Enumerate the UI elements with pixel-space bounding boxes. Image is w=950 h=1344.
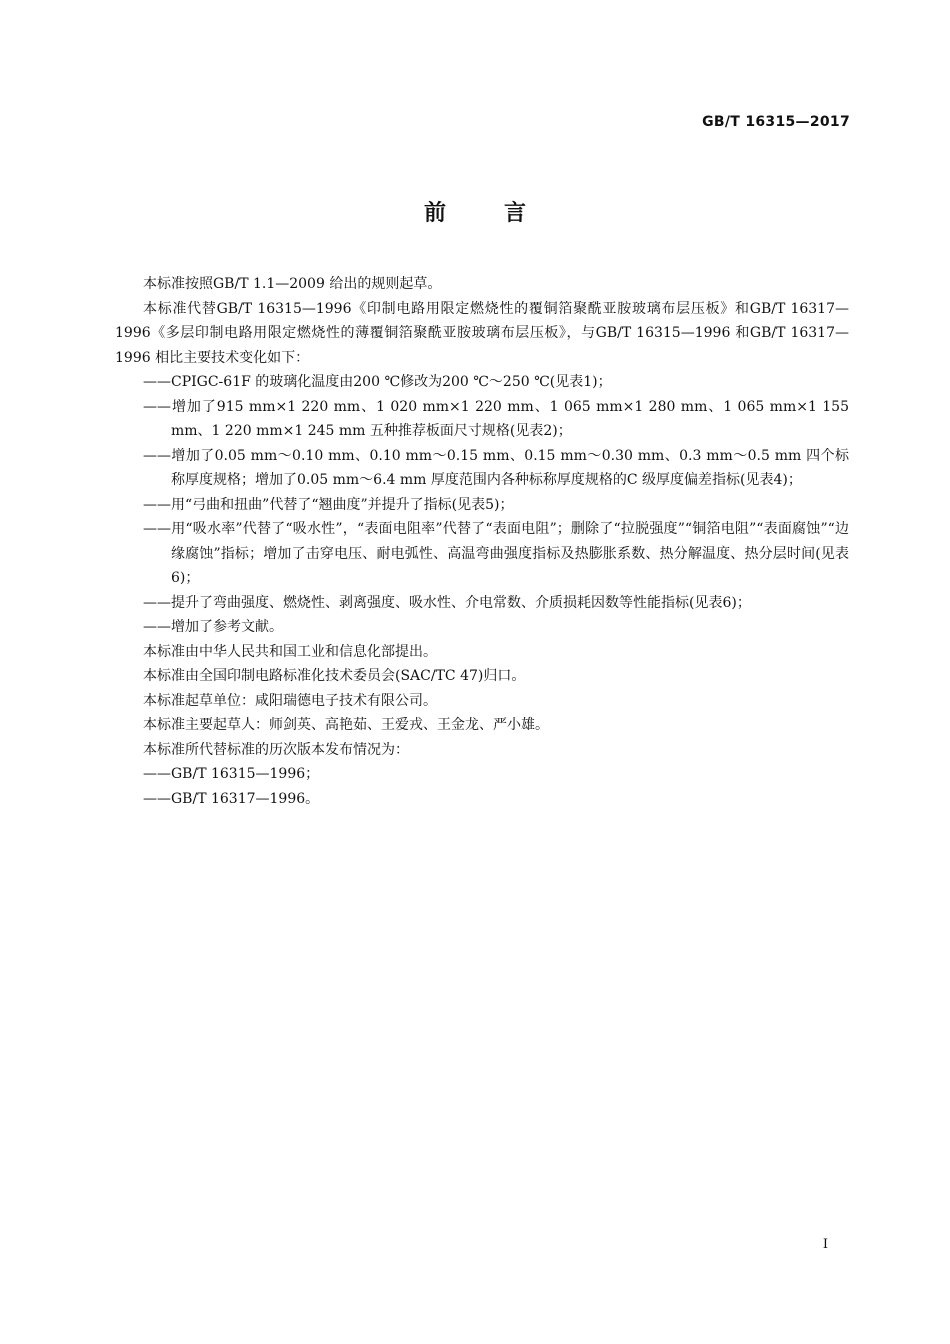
paragraph-replacement: 本标准代替GB/T 16315—1996《印制电路用限定燃烧性的覆铜箔聚酰亚胺玻璃布层压板》和GB/T 16317—1996《多层印制电路用限定燃烧性的薄覆铜箔聚酰亚胺玻璃布层压板》，与GB/T 16315—1996 和GB/T 16317—1996 相比主要技术变化如下：	[115, 300, 849, 366]
paragraph-drafting-rules: 本标准按照GB/T 1.1—2009 给出的规则起草。	[143, 276, 442, 292]
paragraph-committee: 本标准由全国印制电路标准化技术委员会(SAC/TC 47)归口。	[143, 668, 526, 684]
change-item: ——增加了0.05 mm～0.10 mm、0.10 mm～0.15 mm、0.15 mm～0.30 mm、0.3 mm～0.5 mm 四个标称厚度规格；增加了0.05 mm～6.4 mm 厚度范围内各种标称厚度规格的C 级厚度偏差指标(见表4)；	[143, 447, 849, 488]
change-item: ——用“吸水率”代替了“吸水性”，“表面电阻率”代替了“表面电阻”；删除了“拉脱强度”“铜箔电阻”“表面腐蚀”“边缘腐蚀”指标；增加了击穿电压、耐电弧性、高温弯曲强度指标及热膨胀系数、热分解温度、热分层时间(见表6)；	[143, 521, 849, 586]
paragraph-drafting-unit: 本标准起草单位：咸阳瑞德电子技术有限公司。	[143, 692, 437, 709]
change-item: ——增加了参考文献。	[143, 619, 283, 635]
page-number: I	[822, 1237, 828, 1252]
standard-code: GB/T 16315—2017	[702, 114, 850, 130]
history-item: ——GB/T 16317—1996。	[143, 790, 320, 807]
page-title: 前言	[423, 201, 584, 226]
paragraph-history-intro: 本标准所代替标准的历次版本发布情况为：	[143, 741, 409, 758]
change-item: ——提升了弯曲强度、燃烧性、剥离强度、吸水性、介电常数、介质损耗因数等性能指标(见表6)；	[143, 594, 751, 611]
history-item: ——GB/T 16315—1996；	[143, 766, 320, 782]
change-item: ——CPIGC-61F 的玻璃化温度由200 ℃修改为200 ℃～250 ℃(见表1)；	[143, 374, 612, 390]
paragraph-drafters: 本标准主要起草人：师剑英、高艳茹、王爱戎、王金龙、严小雄。	[143, 717, 549, 733]
paragraph-proposer: 本标准由中华人民共和国工业和信息化部提出。	[143, 643, 437, 660]
foreword-body	[115, 272, 849, 811]
change-item: ——增加了915 mm×1 220 mm、1 020 mm×1 220 mm、1 065 mm×1 280 mm、1 065 mm×1 155 mm、1 220 mm×1 245 mm 五种推荐板面尺寸规格(见表2)；	[143, 398, 849, 439]
change-item: ——用“弓曲和扭曲”代替了“翘曲度”并提升了指标(见表5)；	[143, 496, 514, 513]
